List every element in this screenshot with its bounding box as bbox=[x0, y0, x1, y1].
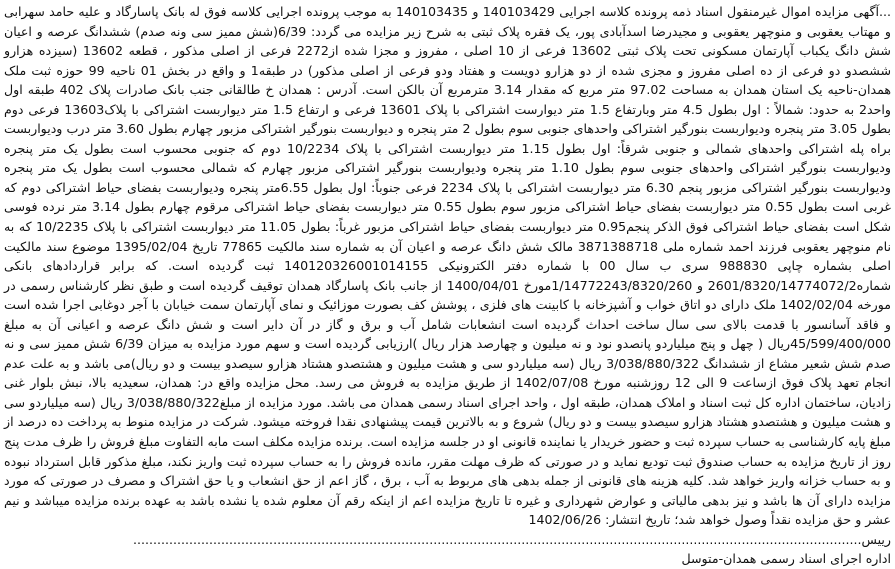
signature-line bbox=[4, 530, 891, 550]
signature-title: رییس bbox=[861, 531, 891, 547]
notice-body: ...آگهی مزایده اموال غیرمنقول اسناد ذمه پرونده کلاسه اجرایی 140103429 و 140103435 به موجب پرونده اجرایی کلاسه فوق له بانک پاسارگاد و علیه حامد سهرابی و مهتاب یعقوبی و منوچهر یعقوبی و مجیدرضا اسدآبادی پور، یک فقره پلاک ثبتی به شرح زیر مزایده می گردد: 6/39(شش ممیز سی ونه صدم) ششدانگ عرصه و اعیان شش دانگ یکباب آپارتمان مسکونی تحت پلاک ثبتی 13602 فرعی از 10 اصلی ، مفروز و مجزا شده از2272 فرعی از اصلی مذکور ، قطعه 13602 (سیزده هزارو ششصدو دو فرعی از ده اصلی مفروز و مجزی شده از دو هزارو دویست و هفتاد ودو فرعی از اصلی مذکور) در طبقه1 و واقع در بخش 01 ناحیه 99 حوزه ثبت ملک همدان-ناحیه یک استان همدان به مساحت 97.02 متر مربع که مقدار 3.14 مترمربع آن بالکن است. آدرس : همدان خ طالقانی جنب بانک صادرات پلاک 402 طبقه اول واحد2 به حدود: شمالاً : اول بطول 4.5 متر وبارتفاع 1.5 متر دیوارست اشتراکی با پلاک 13601 فرعی و ارتفاع 1.5 متر دیواربست اشتراکی با پلاک13603 فرعی دوم بطول 3.05 متر پنجره ودیواربست بنورگیر اشتراکی واحدهای جنوبی سوم بطول 2 متر پنجره و دیواربست بنورگیر اشتراکی مزبور چهارم بطول 3.60 متر درب ودیواربست براه پله اشتراکی واحدهای شمالی و جنوبی شرقاً: اول بطول 1.15 متر دیواربست اشتراکی با پلاک 10/2234 دوم که جنوبی محسوب است بطول یک متر پنجره ودیواربست بنورگیر اشتراکی واحدهای جنوبی سوم بطول 1.10 متر پنجره ودیواربست بنورگیر اشتراکی مزبور چهارم که شمالی محسوب است بطول یک متر پنجره ودیواربست بنورگیر اشتراکی مزبور پنجم 6.30 متر دیواربست اشتراکی با پلاک 2234 فرعی جنوباً: اول بطول 6.55متر پنجره ودیواربست بفضای حیاط اشتراکی دوم که غربی است بطول 0.55 متر دیواربست بفضای حیاط اشتراکی مزبور سوم بطول 0.55 متر دیواربست بفضای حیاط اشتراکی مرقوم چهارم بطول 3.14 متر نرده فوسی شکل است بفضای حیاط اشتراکی فوق الذکر پنجم0.95 متر دیواربست بفضای حیاط اشتراکی مزبور غرباً: بطول 11.05 متر دیواربست اشتراکی با پلاک 10/2235 که به نام منوچهر یعقوبی فرزند احمد شماره ملی 3871388718 مالک شش دانگ عرصه و اعیان آن به شماره سند مالکیت 77865 تاریخ 1395/02/04 موضوع سند مالکیت اصلی بشماره چاپی 988830 سری ب سال 00 با شماره دفتر الکترونیکی 140120326001014155 ثبت گردیده است. که برابر قراردادهای بانکی شماره2601/8320/14774072/2 و 1/14772243/8320/260مورخ 1400/04/01 از جانب بانک پاسارگاد همدان توقیف گردیده است و طبق نظر کارشناس رسمی در مورخه 1402/02/04 ملک دارای دو اتاق خواب و آشپزخانه با کابینت های فلزی ، پوشش کف بصورت موزائیک و نمای آپارتمان سمت خیابان با آجر دوغابی اجرا شده است و فاقد آسانسور با قدمت بالای سی سال ساخت احداث گردیده است انشعابات شامل آب و برق و گاز در آن دایر است و شش دانگ عرصه و اعیانی آن به مبلغ 45/599/400/000ریال ( چهل و پنج میلیاردو پانصدو نود و نه میلیون و چهارصد هزار ریال )ارزیابی گردیده است و سهم مورد مزایده به میزان 6/39 شش ممیز سی و نه صدم شش شعیر مشاع از ششدانگ 3/038/880/322 ریال (سه میلیاردو سی و هشت میلیون و هشتصدو هشتاد هزارو سیصدو بیست و دو ریال)می باشد و به علت عدم انجام تعهد پلاک فوق ازساعت 9 الی 12 روزشنبه مورخ 1402/07/08 از طریق مزایده به فروش می رسد. محل مزایده واقع در: همدان، سعیدیه بالا، نبش بلوار غنی زادیان، ساختمان اداره کل ثبت اسناد و املاک همدان، طبقه اول ، واحد اجرای اسناد رسمی همدان می باشد. مورد مزایده از مبلغ3/038/880/322 ریال (سه میلیاردو سی و هشت میلیون و هشتصدو هشتاد هزارو سیصدو بیست و دو ریال) شروع و به بالاترین قیمت پیشنهادی نقدا فروخته میشود. شرکت در مزایده منوط به پرداخت ده درصد از مبلغ پایه کارشناسی به حساب سپرده ثبت و حضور خریدار یا نماینده قانونی او در جلسه مزایده است. برنده مزایده مکلف است مابه التفاوت مبلغ فروش را ظرف مدت پنج روز از تاریخ مزایده به حساب صندوق ثبت تودیع نماید و در صورتی که ظرف مهلت مقرر، مانده فروش را به حساب سپرده ثبت واریز نکند، مبلغ مذکور قابل استرداد نبوده و به حساب خزانه واریز خواهد شد. کلیه هزینه های قانونی از جمله بدهی های مربوط به آب ، برق ، گاز اعم از حق انشعاب و یا حق اشتراک و مصرف در صورتی که مورد مزایده دارای آن ها باشد و نیز بدهی مالیاتی و عوارض شهرداری و غیره تا تاریخ مزایده اعم از اینکه رقم آن معلوم شده یا نشده باشد به عهده برنده مزایده میباشد و نیم عشر و حق مزایده نقداً وصول خواهد شد؛ تاریخ انتشار: 1402/06/26 bbox=[4, 4, 892, 528]
signature-organization: اداره اجرای اسناد رسمی همدان-متوسل bbox=[681, 551, 891, 567]
signature-dots: ...................................................................................................................................................................................... bbox=[132, 531, 862, 547]
